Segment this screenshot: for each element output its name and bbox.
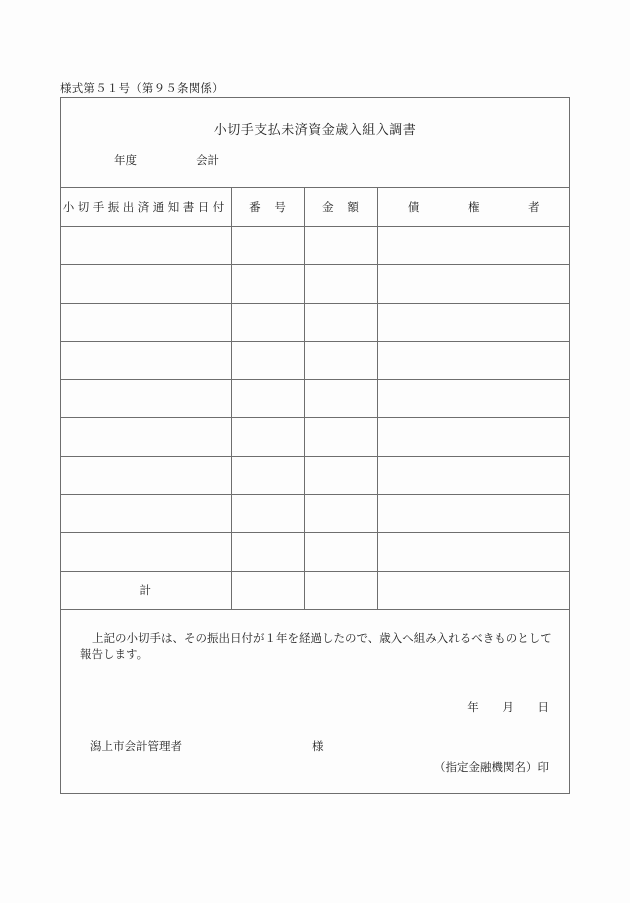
table-row: [60, 227, 570, 265]
total-label: 計: [60, 571, 231, 609]
check-table: [60, 187, 570, 610]
table-cell[interactable]: [231, 418, 304, 456]
table-cell[interactable]: [60, 265, 231, 303]
table-cell[interactable]: [231, 303, 304, 341]
table-cell[interactable]: [231, 341, 304, 379]
header-number: 番 号: [231, 188, 304, 227]
table-cell[interactable]: [377, 533, 570, 571]
table-cell[interactable]: [60, 341, 231, 379]
table-cell[interactable]: [60, 456, 231, 494]
table-row: [60, 456, 570, 494]
total-row: [60, 571, 570, 609]
table-cell[interactable]: [304, 303, 377, 341]
table-cell[interactable]: [304, 533, 377, 571]
table-row: [60, 495, 570, 533]
table-cell[interactable]: [377, 265, 570, 303]
header-amount: 金 額: [304, 188, 377, 227]
form-title: 小切手支払未済資金歳入組入調書: [213, 123, 417, 138]
statement-text: [80, 630, 560, 662]
table-cell[interactable]: [304, 380, 377, 418]
table-cell[interactable]: [377, 341, 570, 379]
honorific: 様: [312, 739, 324, 753]
table-cell[interactable]: [377, 418, 570, 456]
table-cell[interactable]: [231, 456, 304, 494]
form-box: [60, 97, 570, 794]
table-cell[interactable]: [231, 533, 304, 571]
table-cell[interactable]: [231, 265, 304, 303]
table-cell[interactable]: [231, 380, 304, 418]
total-cell[interactable]: [377, 571, 570, 609]
table-row: [60, 380, 570, 418]
table-header-row: [60, 188, 570, 227]
table-cell[interactable]: [304, 418, 377, 456]
table-cell[interactable]: [60, 495, 231, 533]
header-creditor: 債 権 者: [377, 188, 570, 227]
addressee: 潟上市会計管理者: [90, 739, 182, 753]
table-cell[interactable]: [60, 380, 231, 418]
table-cell[interactable]: [377, 380, 570, 418]
bank-seal: （指定金融機関名）印: [434, 760, 549, 774]
table-cell[interactable]: [60, 303, 231, 341]
table-row: [60, 303, 570, 341]
table-cell[interactable]: [60, 227, 231, 265]
table-cell[interactable]: [377, 303, 570, 341]
total-cell[interactable]: [231, 571, 304, 609]
date-line: 年 月 日: [467, 700, 549, 714]
table-cell[interactable]: [231, 227, 304, 265]
table-cell[interactable]: [231, 495, 304, 533]
table-cell[interactable]: [377, 227, 570, 265]
table-cell[interactable]: [377, 456, 570, 494]
table-cell[interactable]: [304, 341, 377, 379]
table-row: [60, 341, 570, 379]
fiscal-year-label: 年度: [114, 153, 137, 167]
table-cell[interactable]: [304, 265, 377, 303]
table-row: [60, 265, 570, 303]
statement-body: 上記の小切手は、その振出日付が１年を経過したので、歳入へ組み入れるべきものとして報告します。: [80, 631, 552, 661]
table-row: [60, 533, 570, 571]
form-number: 様式第５１号（第９５条関係）: [60, 81, 224, 95]
table-cell[interactable]: [304, 495, 377, 533]
account-label: 会計: [196, 153, 219, 167]
table-cell[interactable]: [304, 456, 377, 494]
table-cell[interactable]: [60, 418, 231, 456]
table-cell[interactable]: [304, 227, 377, 265]
table-cell[interactable]: [377, 495, 570, 533]
header-notice-date: 小切手振出済通知書日付: [60, 188, 231, 227]
table-row: [60, 418, 570, 456]
table-cell[interactable]: [60, 533, 231, 571]
total-cell[interactable]: [304, 571, 377, 609]
